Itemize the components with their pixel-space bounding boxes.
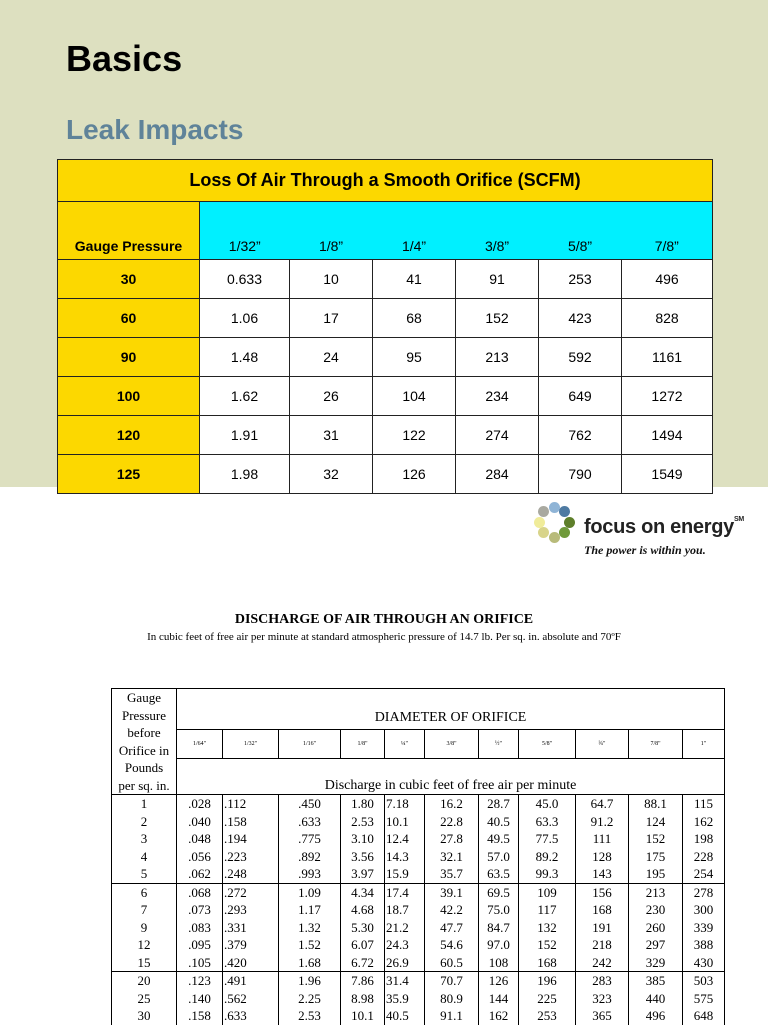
discharge-value-cell (425, 972, 479, 1025)
discharge-value: 1.96 (298, 973, 321, 988)
gauge-header-line: Pressure (121, 707, 167, 723)
leak-table-row (58, 299, 713, 338)
discharge-value: .083 (188, 919, 211, 935)
scfm-value-cell: 152 (456, 299, 539, 338)
discharge-value: 124 (645, 813, 666, 829)
leak-table-row (58, 260, 713, 299)
orifice-size-cell: 7/8" (629, 729, 683, 759)
discharge-value: 108 (488, 954, 509, 970)
discharge-value: .048 (188, 831, 211, 846)
scfm-value-cell: 17 (290, 299, 373, 338)
discharge-value-cell (425, 883, 479, 972)
scfm-value-cell: 213 (456, 338, 539, 377)
discharge-value: 297 (645, 937, 666, 952)
orifice-size-cell: ¼" (385, 729, 425, 759)
discharge-value: 39.1 (440, 884, 463, 900)
focus-on-energy-logo (530, 500, 760, 560)
document-title: DISCHARGE OF AIR THROUGH AN ORIFICE (234, 612, 534, 627)
discharge-value-cell (341, 972, 385, 1025)
leak-table-row (58, 416, 713, 455)
discharge-value-cell (341, 883, 385, 972)
discharge-value: 430 (693, 954, 714, 970)
scfm-value-cell: 496 (622, 260, 713, 299)
size-header: 3/8” (456, 202, 539, 260)
discharge-value: 3.56 (351, 848, 374, 864)
discharge-value: 144 (488, 990, 509, 1006)
scfm-value-cell: 1.06 (200, 299, 290, 338)
leak-table (57, 159, 713, 494)
discharge-value: .194 (224, 831, 247, 846)
discharge-value: 162 (488, 1008, 509, 1023)
slide-title: Basics (66, 38, 183, 79)
scfm-value-cell: 126 (373, 455, 456, 494)
gauge-pressure-cell (112, 795, 177, 884)
discharge-table-body (112, 795, 725, 1025)
discharge-value: 196 (537, 973, 557, 988)
orifice-size-cell: 1/32" (223, 729, 279, 759)
discharge-value: .095 (188, 937, 211, 952)
discharge-value: 15.9 (386, 866, 409, 881)
orifice-size-cell: 1/16" (279, 729, 341, 759)
scfm-value-cell: 91 (456, 260, 539, 299)
gauge-pressure-value: 2 (140, 813, 148, 829)
discharge-value: .248 (224, 866, 247, 881)
gauge-pressure-value: 15 (137, 954, 151, 970)
discharge-value: 254 (693, 866, 714, 881)
discharge-value: 175 (645, 848, 666, 864)
discharge-value: 283 (592, 973, 612, 988)
discharge-value-cell (223, 795, 279, 884)
discharge-value: 213 (645, 884, 666, 900)
discharge-value: .123 (188, 973, 211, 988)
leak-table-row (58, 377, 713, 416)
discharge-value: .056 (188, 848, 211, 864)
discharge-value: 63.5 (487, 866, 510, 881)
discharge-value: 40.5 (386, 1008, 409, 1023)
discharge-value: 91.2 (590, 813, 614, 829)
discharge-value: 126 (488, 973, 509, 988)
discharge-value: 97.0 (487, 937, 510, 952)
discharge-value: 57.0 (487, 848, 510, 864)
discharge-value: 440 (645, 990, 666, 1006)
discharge-value-cell (479, 972, 519, 1025)
discharge-value: .112 (224, 796, 247, 811)
logo-dot-icon (564, 517, 575, 528)
discharge-value: 2.53 (298, 1008, 321, 1023)
gauge-pressure-value: 25 (137, 990, 151, 1006)
scfm-value-cell: 762 (539, 416, 622, 455)
logo-tagline: The power is within you. (584, 543, 706, 557)
gauge-pressure-cell: 60 (58, 299, 200, 338)
discharge-value: .068 (188, 884, 211, 900)
discharge-value: 1.80 (351, 796, 374, 811)
discharge-value: 365 (592, 1008, 612, 1023)
discharge-value: 388 (693, 937, 714, 952)
discharge-value: 143 (592, 866, 612, 881)
discharge-value-cell (479, 795, 519, 884)
logo-dot-icon (549, 502, 560, 513)
discharge-value: 1.17 (298, 902, 321, 917)
scfm-value-cell: 284 (456, 455, 539, 494)
discharge-value: .633 (224, 1008, 247, 1023)
gauge-pressure-cell: 90 (58, 338, 200, 377)
logo-dot-icon (538, 506, 549, 517)
scfm-value-cell: 0.633 (200, 260, 290, 299)
orifice-size-cell: 1/8" (341, 729, 385, 759)
gauge-pressure-value: 30 (137, 1008, 151, 1023)
discharge-value: 63.3 (535, 813, 559, 829)
discharge-value: 329 (645, 954, 666, 970)
discharge-value: 89.2 (535, 848, 559, 864)
discharge-value: 7.86 (351, 973, 374, 988)
discharge-value: 132 (537, 919, 557, 935)
leak-table-body (58, 260, 713, 494)
discharge-value: 77.5 (535, 831, 559, 846)
discharge-row-group (112, 795, 725, 884)
discharge-value: 32.1 (440, 848, 463, 864)
logo-dot-icon (559, 506, 570, 517)
discharge-value: 4.68 (351, 902, 374, 917)
discharge-value: 152 (645, 831, 666, 846)
leak-table-row (58, 455, 713, 494)
gauge-pressure-cell: 100 (58, 377, 200, 416)
discharge-value-cell (279, 883, 341, 972)
logo-dot-icon (534, 517, 545, 528)
discharge-value-cell (223, 972, 279, 1025)
discharge-value-cell (279, 795, 341, 884)
discharge-value: 225 (537, 990, 557, 1006)
discharge-value: .491 (224, 973, 247, 988)
orifice-size-cell: 1/64" (177, 729, 223, 759)
scfm-value-cell: 104 (373, 377, 456, 416)
orifice-size-cell: 5/8" (519, 729, 576, 759)
scfm-value-cell: 1272 (622, 377, 713, 416)
discharge-value-cell (177, 795, 223, 884)
discharge-value: 49.5 (487, 831, 510, 846)
discharge-value: 35.9 (386, 990, 409, 1006)
discharge-value: 54.6 (440, 937, 463, 952)
logo-dot-icon (549, 532, 560, 543)
discharge-value: 69.5 (487, 884, 510, 900)
gauge-pressure-header (112, 689, 177, 795)
discharge-value: 1.68 (298, 954, 321, 970)
gauge-pressure-value: 4 (140, 848, 148, 864)
discharge-table (111, 688, 725, 1025)
discharge-value: 22.8 (440, 813, 463, 829)
logo-dot-icon (538, 527, 549, 538)
logo-brand-text: focus on energy (584, 516, 734, 538)
discharge-value-cell (223, 883, 279, 972)
discharge-value: 14.3 (386, 848, 409, 864)
discharge-value: 3.10 (351, 831, 374, 846)
discharge-value: 7.18 (386, 796, 409, 811)
discharge-value: 26.9 (386, 954, 409, 970)
discharge-value-cell (177, 972, 223, 1025)
discharge-value: 28.7 (487, 796, 510, 811)
scfm-value-cell: 95 (373, 338, 456, 377)
discharge-value: 31.4 (386, 973, 409, 988)
discharge-row-group (112, 972, 725, 1025)
discharge-value: 12.4 (386, 831, 409, 846)
discharge-value: 191 (592, 919, 612, 935)
discharge-value: .158 (224, 813, 247, 829)
discharge-value: 162 (693, 813, 714, 829)
discharge-value: 47.7 (440, 919, 463, 935)
size-header: 1/4” (373, 202, 456, 260)
discharge-value: 2.53 (351, 813, 374, 829)
scfm-value-cell: 828 (622, 299, 713, 338)
discharge-value: .073 (188, 902, 211, 917)
scfm-value-cell: 68 (373, 299, 456, 338)
logo-brand (584, 516, 744, 539)
discharge-value: .420 (224, 954, 247, 970)
gauge-pressure-value: 5 (140, 866, 148, 881)
discharge-value: .158 (188, 1008, 211, 1023)
discharge-value-cell (385, 795, 425, 884)
discharge-value: 18.7 (386, 902, 409, 917)
discharge-value: .450 (298, 796, 321, 811)
gauge-pressure-value: 6 (140, 884, 148, 900)
discharge-value-cell (629, 883, 683, 972)
logo-dot-icon (559, 527, 570, 538)
discharge-value: 109 (537, 884, 557, 900)
gauge-pressure-value: 3 (140, 831, 148, 846)
discharge-value: .993 (298, 866, 321, 881)
discharge-value: 168 (537, 954, 557, 970)
discharge-value: 6.07 (351, 937, 374, 952)
gauge-pressure-cell (112, 972, 177, 1025)
discharge-value: .379 (224, 937, 247, 952)
scfm-value-cell: 24 (290, 338, 373, 377)
discharge-value-cell (576, 972, 629, 1025)
discharge-value-cell (425, 795, 479, 884)
discharge-value: .272 (224, 884, 247, 900)
scfm-value-cell: 274 (456, 416, 539, 455)
discharge-value-cell (341, 795, 385, 884)
document-subtitle: In cubic feet of free air per minute at standard atmospheric pressure of 14.7 lb. Per sq. in. absolute and 70ºF (147, 631, 621, 643)
discharge-value-cell (683, 972, 725, 1025)
discharge-header: Discharge in cubic feet of free air per minute (177, 759, 725, 795)
discharge-value: 117 (537, 902, 557, 917)
discharge-value-cell (519, 972, 576, 1025)
gauge-header-line: Gauge (127, 690, 161, 705)
discharge-value: 152 (537, 937, 557, 952)
discharge-header-row (112, 689, 725, 730)
scfm-value-cell: 41 (373, 260, 456, 299)
discharge-value: 10.1 (351, 1008, 374, 1023)
gauge-header-line: per sq. in. (118, 777, 170, 793)
gauge-header-line: Orifice in (118, 742, 170, 758)
discharge-value: 1.52 (298, 937, 321, 952)
discharge-value: .028 (188, 796, 211, 811)
scfm-value-cell: 26 (290, 377, 373, 416)
discharge-value-cell (479, 883, 519, 972)
gauge-pressure-value: 1 (140, 796, 148, 811)
gauge-pressure-value: 20 (137, 973, 151, 988)
discharge-value: 1.09 (298, 884, 321, 900)
discharge-value: .062 (188, 866, 211, 881)
discharge-value: .293 (224, 902, 247, 917)
discharge-value: .562 (224, 990, 247, 1006)
scfm-value-cell: 1.62 (200, 377, 290, 416)
leak-table-header-row (58, 202, 713, 260)
gauge-header-line: Pounds (124, 760, 164, 775)
discharge-value: 6.72 (351, 954, 374, 970)
discharge-value: 168 (592, 902, 612, 917)
scfm-value-cell: 31 (290, 416, 373, 455)
discharge-row-group (112, 883, 725, 972)
discharge-value: 2.25 (298, 990, 321, 1006)
discharge-value: 503 (693, 973, 714, 988)
discharge-value: .331 (224, 919, 247, 935)
discharge-value: 16.2 (440, 796, 463, 811)
scfm-value-cell: 790 (539, 455, 622, 494)
orifice-size-row (112, 729, 725, 759)
orifice-size-cell: ¾" (576, 729, 629, 759)
discharge-value: 24.3 (386, 937, 409, 952)
discharge-value: 99.3 (535, 866, 559, 881)
discharge-value: 75.0 (487, 902, 510, 917)
discharge-value: 3.97 (351, 866, 374, 881)
discharge-value: 323 (592, 990, 612, 1006)
leak-table-row (58, 338, 713, 377)
orifice-size-cell: ½" (479, 729, 519, 759)
scfm-value-cell: 1.48 (200, 338, 290, 377)
discharge-value: 242 (592, 954, 612, 970)
discharge-value: 21.2 (386, 919, 409, 935)
scfm-value-cell: 32 (290, 455, 373, 494)
discharge-value-cell (629, 972, 683, 1025)
logo-trademark: SM (733, 516, 744, 523)
discharge-value: 84.7 (487, 919, 510, 935)
discharge-value: 60.5 (440, 954, 463, 970)
orifice-size-cell: 1" (683, 729, 725, 759)
discharge-value: 496 (645, 1008, 666, 1023)
gauge-pressure-header: Gauge Pressure (58, 202, 200, 260)
orifice-size-cell: 3/8" (425, 729, 479, 759)
size-header: 1/8” (290, 202, 373, 260)
discharge-value-cell (385, 972, 425, 1025)
gauge-pressure-cell: 30 (58, 260, 200, 299)
discharge-value: 230 (645, 902, 666, 917)
leak-table-title-row (58, 160, 713, 202)
discharge-value: .223 (224, 848, 247, 864)
gauge-pressure-value: 12 (137, 937, 151, 952)
scfm-value-cell: 649 (539, 377, 622, 416)
discharge-value: 111 (592, 831, 612, 846)
discharge-value: 278 (693, 884, 714, 900)
discharge-value-cell (629, 795, 683, 884)
discharge-value-cell (519, 883, 576, 972)
discharge-value: 195 (645, 866, 666, 881)
discharge-value: 1.32 (298, 919, 321, 935)
discharge-value: 385 (645, 973, 666, 988)
discharge-value-cell (683, 795, 725, 884)
discharge-value: .775 (298, 831, 321, 846)
discharge-value: 300 (693, 902, 714, 917)
scfm-value-cell: 253 (539, 260, 622, 299)
scfm-value-cell: 1494 (622, 416, 713, 455)
size-header: 1/32” (200, 202, 290, 260)
discharge-value: 42.2 (440, 902, 463, 917)
discharge-value: 156 (592, 884, 612, 900)
discharge-value: 35.7 (440, 866, 463, 881)
leak-table-caption: Loss Of Air Through a Smooth Orifice (SCFM) (58, 160, 713, 202)
slide-panel (0, 0, 768, 487)
discharge-value: 27.8 (440, 831, 463, 846)
discharge-value: 115 (694, 796, 714, 811)
discharge-value: 218 (592, 937, 612, 952)
gauge-header-line: before (127, 725, 161, 740)
discharge-value: 128 (592, 848, 612, 864)
discharge-value: 70.7 (440, 973, 463, 988)
discharge-value: 5.30 (351, 919, 374, 935)
discharge-value: 575 (693, 990, 714, 1006)
scfm-value-cell: 423 (539, 299, 622, 338)
diameter-header: DIAMETER OF ORIFICE (177, 689, 725, 730)
gauge-pressure-value: 7 (140, 902, 148, 917)
discharge-value: 80.9 (440, 990, 463, 1006)
discharge-value-cell (519, 795, 576, 884)
discharge-value: 10.1 (386, 813, 409, 829)
discharge-value-cell (177, 883, 223, 972)
discharge-value: 17.4 (386, 884, 409, 900)
discharge-value: 339 (693, 919, 714, 935)
scfm-value-cell: 1161 (622, 338, 713, 377)
gauge-pressure-cell (112, 883, 177, 972)
scfm-value-cell: 122 (373, 416, 456, 455)
discharge-value: 4.34 (351, 884, 374, 900)
discharge-value-cell (576, 795, 629, 884)
scfm-value-cell: 1549 (622, 455, 713, 494)
discharge-value: 91.1 (440, 1008, 463, 1023)
discharge-value-cell (683, 883, 725, 972)
discharge-value: .140 (188, 990, 211, 1006)
discharge-value: 8.98 (351, 990, 374, 1006)
discharge-value: .633 (298, 813, 321, 829)
scfm-value-cell: 234 (456, 377, 539, 416)
gauge-pressure-cell: 120 (58, 416, 200, 455)
discharge-value: 88.1 (644, 796, 667, 811)
slide-subtitle: Leak Impacts (66, 114, 244, 145)
discharge-value: 260 (645, 919, 666, 935)
discharge-value-cell (576, 883, 629, 972)
gauge-pressure-value: 9 (140, 919, 148, 935)
size-header: 7/8” (622, 202, 713, 260)
discharge-value: .040 (188, 813, 211, 829)
discharge-value-cell (279, 972, 341, 1025)
discharge-value-cell (385, 883, 425, 972)
discharge-subheader-row (112, 759, 725, 795)
scfm-value-cell: 1.98 (200, 455, 290, 494)
discharge-value: 648 (693, 1008, 714, 1023)
scfm-value-cell: 592 (539, 338, 622, 377)
discharge-value: 228 (693, 848, 714, 864)
gauge-pressure-cell: 125 (58, 455, 200, 494)
discharge-value: .105 (188, 954, 211, 970)
scfm-value-cell: 10 (290, 260, 373, 299)
discharge-value: 253 (537, 1008, 557, 1023)
scfm-value-cell: 1.91 (200, 416, 290, 455)
discharge-value: .892 (298, 848, 321, 864)
size-header: 5/8” (539, 202, 622, 260)
discharge-value: 64.7 (590, 796, 614, 811)
discharge-value: 45.0 (535, 796, 559, 811)
discharge-value: 40.5 (487, 813, 510, 829)
discharge-value: 198 (693, 831, 714, 846)
